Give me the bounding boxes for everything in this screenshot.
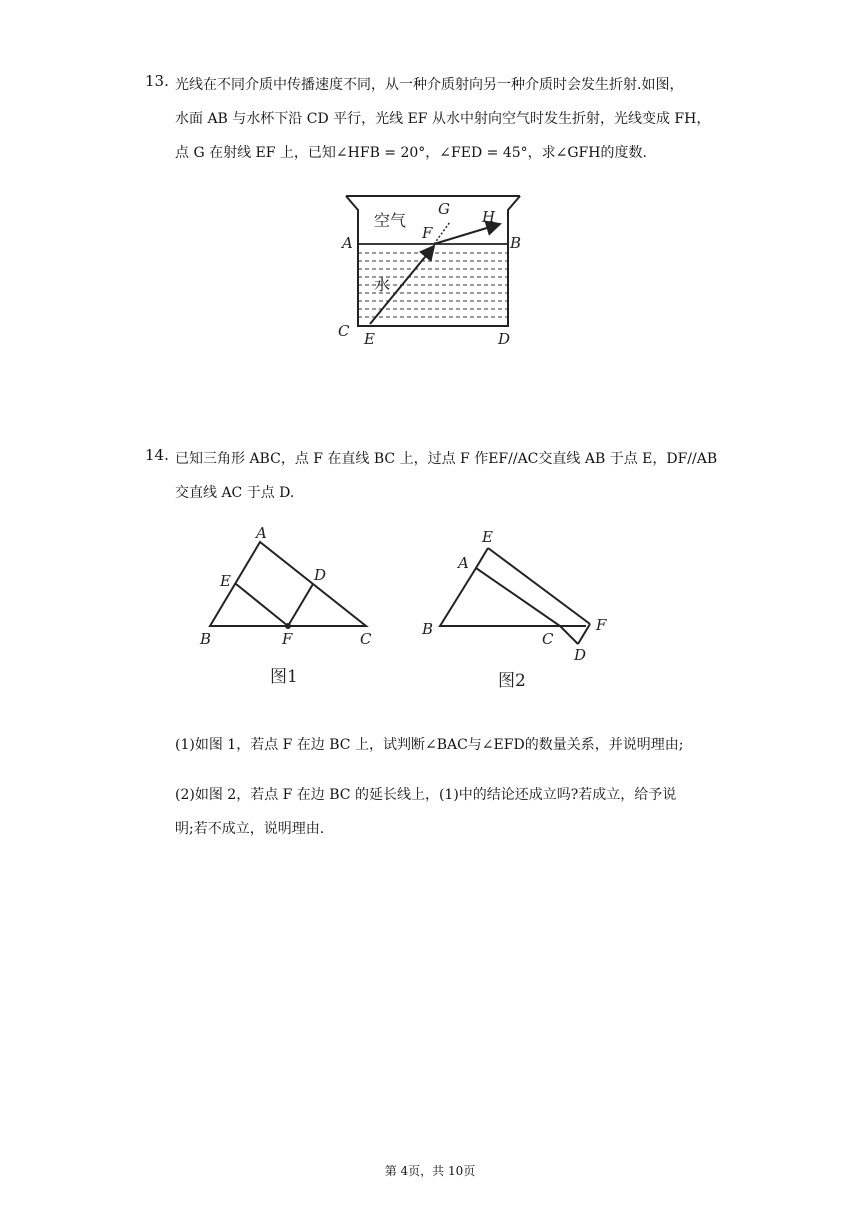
fig2-label-d: D (574, 646, 587, 664)
fig2-label-a: A (458, 554, 469, 572)
fig1-label-f: F (282, 630, 293, 648)
fig1-label-b: B (200, 630, 212, 648)
fig1-label-a: A (256, 524, 267, 542)
point-label-b: B (510, 234, 522, 252)
fig1-label-d: D (314, 566, 327, 584)
air-label: 空气 (374, 211, 407, 230)
question-14-line-1: 已知三角形 ABC，点 F 在直线 BC 上，过点 F 作EF//AC交直线 AB 于点 E，DF//AB (175, 451, 718, 467)
point-label-e: E (364, 330, 375, 348)
point-label-g: G (438, 200, 450, 218)
fig2-label-f: F (596, 616, 607, 634)
fig2-label-b: B (422, 620, 434, 638)
fig1-label-e: E (220, 572, 231, 590)
fig2-label-e: E (482, 528, 493, 546)
question-14-part-2-line-1: (2)如图 2，若点 F 在边 BC 的延长线上，(1)中的结论还成立吗?若成立，给予说 (175, 787, 677, 803)
point-label-d: D (498, 330, 511, 348)
page-footer: 第 4页，共 10页 (384, 1164, 476, 1178)
question-13-number: 13. (145, 72, 169, 90)
question-14-part-2-line-2: 明;若不成立，说明理由. (175, 821, 325, 837)
question-13-line-2: 水面 AB 与水杯下沿 CD 平行，光线 EF 从水中射向空气时发生折射，光线变成 FH， (175, 111, 711, 127)
fig2-caption: 图2 (498, 671, 526, 691)
question-13-line-1: 光线在不同介质中传播速度不同，从一种介质射向另一种介质时会发生折射.如图， (175, 77, 684, 93)
point-label-f: F (422, 224, 433, 242)
triangle-figure-1 (196, 520, 386, 696)
question-14-line-2: 交直线 AC 于点 D. (175, 485, 295, 501)
triangle-figure-2 (418, 520, 618, 696)
fig1-label-c: C (360, 630, 372, 648)
point-label-h: H (482, 208, 496, 226)
water-label: 水 (374, 275, 391, 294)
point-label-a: A (342, 234, 353, 252)
question-14-part-1: (1)如图 1，若点 F 在边 BC 上，试判断∠BAC与∠EFD的数量关系，并说明理由; (175, 737, 684, 753)
fig1-caption: 图1 (270, 667, 298, 687)
fig2-label-c: C (542, 630, 554, 648)
refraction-figure (330, 186, 530, 356)
question-14-number: 14. (145, 446, 169, 464)
point-label-c: C (338, 322, 350, 340)
question-13-line-3: 点 G 在射线 EF 上，已知∠HFB = 20°，∠FED = 45°，求∠GFH的度数. (175, 145, 647, 161)
